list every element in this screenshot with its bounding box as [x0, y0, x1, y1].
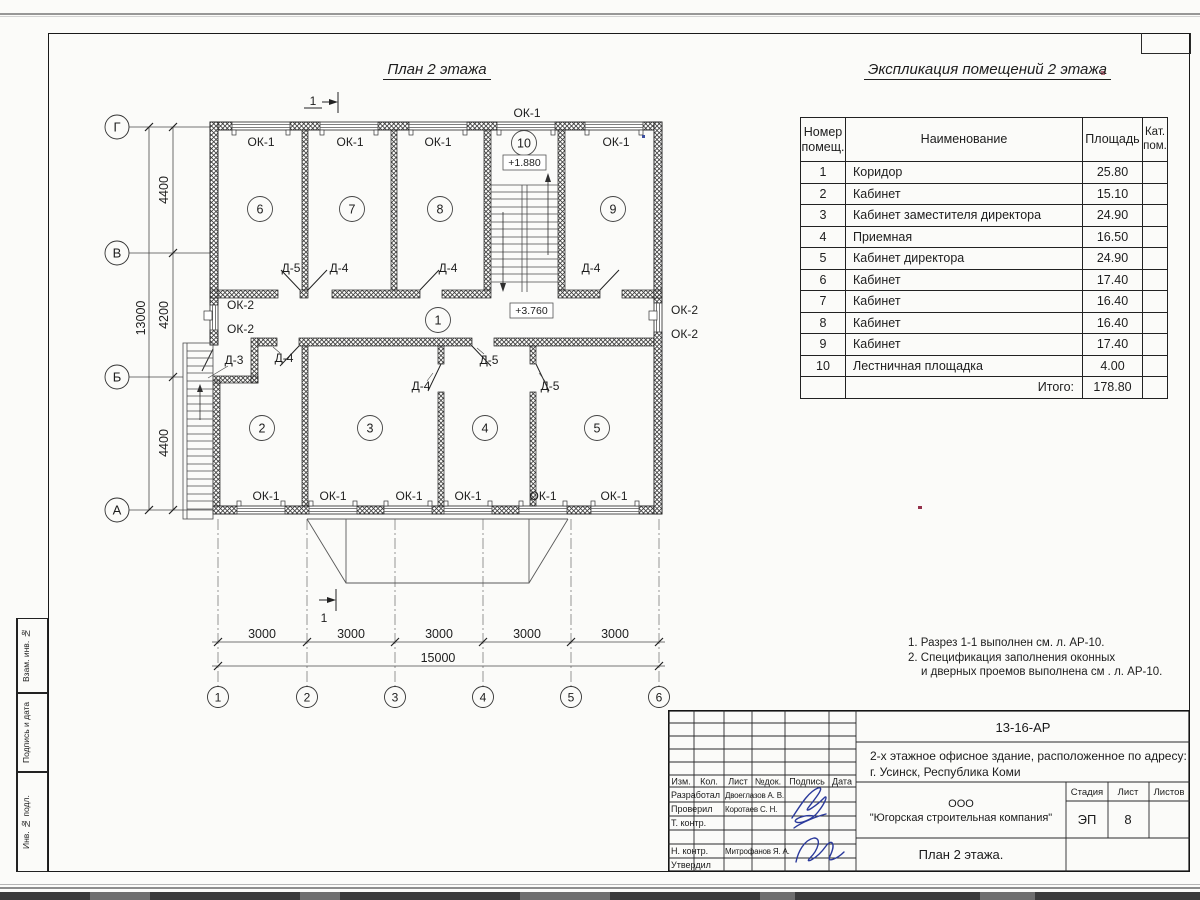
- grid-col-label: 6: [655, 690, 663, 705]
- door-tag: Д-4: [274, 351, 294, 365]
- scan-artifact-band: [0, 892, 1200, 900]
- grid-row-label: Г: [113, 119, 121, 135]
- door-tag: Д-3: [224, 353, 244, 367]
- table-row: [801, 226, 1168, 248]
- table-row: [801, 269, 1168, 291]
- tb-header-ndoc: №док.: [754, 776, 782, 787]
- section-number: 1: [320, 611, 328, 625]
- window-tag: ОК-2: [227, 322, 254, 336]
- table-total-row: [801, 377, 1168, 399]
- cell-num: 7: [801, 291, 846, 313]
- grid-col-label: 4: [479, 690, 487, 705]
- door-tag: Д-4: [411, 379, 431, 393]
- tb-role-tcontrol: Т. контр.: [671, 818, 707, 828]
- side-stamp: [16, 618, 48, 872]
- room-number: 2: [258, 421, 266, 436]
- signature-ink: [792, 788, 844, 862]
- cell-name: Кабинет: [846, 312, 1083, 334]
- cell-name: Кабинет: [846, 291, 1083, 313]
- note-line: 2. Спецификация заполнения оконных: [908, 651, 1116, 664]
- window-tag: ОК-2: [671, 303, 698, 317]
- tb-role-approved: Утвердил: [671, 860, 711, 870]
- cell-cat: [1143, 355, 1168, 377]
- dim-value: 3000: [513, 627, 541, 641]
- cell-area: 16.50: [1083, 226, 1143, 248]
- window-tag: ОК-1: [336, 135, 364, 149]
- total-area: 178.80: [1083, 377, 1143, 399]
- door-tag: Д-4: [581, 261, 601, 275]
- cell-name: Кабинет: [846, 183, 1083, 205]
- dim-value: 15000: [420, 651, 456, 665]
- notes-block: [908, 636, 1162, 680]
- tb-name-developed: Двоеглазов А. В.: [725, 791, 784, 800]
- table-row: [801, 355, 1168, 377]
- cell-area: 24.90: [1083, 205, 1143, 227]
- room-number: 4: [481, 421, 489, 436]
- cell-area: 25.80: [1083, 162, 1143, 184]
- side-stamp-cell: [16, 772, 48, 872]
- cell-name: Кабинет директора: [846, 248, 1083, 270]
- tb-header-kol: Кол.: [700, 776, 718, 787]
- exterior-stair: [183, 343, 213, 519]
- cell-num: 3: [801, 205, 846, 227]
- cell-num: 5: [801, 248, 846, 270]
- cell-num: 4: [801, 226, 846, 248]
- cell-name: Кабинет заместителя директора: [846, 205, 1083, 227]
- room-number: 8: [436, 202, 444, 217]
- tb-header-podpis: Подпись: [789, 776, 825, 787]
- table-row: [801, 205, 1168, 227]
- table-row: [801, 183, 1168, 205]
- door-tag: Д-5: [479, 353, 499, 367]
- cell-name: Кабинет: [846, 334, 1083, 356]
- cell-cat: [1143, 183, 1168, 205]
- tb-role-checked: Проверил: [671, 804, 713, 814]
- interior-stair: [491, 173, 558, 292]
- grid-col-label: 2: [303, 690, 311, 705]
- side-stamp-cell: [16, 693, 48, 772]
- window-tag: ОК-1: [319, 489, 347, 503]
- tb-role-developed: Разработал: [671, 790, 720, 800]
- window-tag: ОК-1: [600, 489, 628, 503]
- grid-row-label: В: [112, 245, 122, 261]
- table-header-row: [801, 118, 1168, 162]
- cell-num: [801, 377, 846, 399]
- side-stamp-label: Подпись и дата: [17, 694, 34, 771]
- door-tag: Д-5: [540, 379, 560, 393]
- window-tag: ОК-1: [513, 106, 541, 120]
- cell-cat: [1143, 162, 1168, 184]
- title-block: [668, 710, 1190, 872]
- grid-col-label: 5: [567, 690, 575, 705]
- window-tag: ОК-1: [454, 489, 482, 503]
- dim-value: 4400: [157, 429, 171, 457]
- floor-plan-drawing: [100, 60, 720, 710]
- cell-cat: [1143, 291, 1168, 313]
- tb-sheet-value: 8: [1124, 812, 1132, 827]
- level-value: +3.760: [515, 305, 548, 317]
- room-schedule-table: [800, 117, 1168, 399]
- cell-cat: [1143, 205, 1168, 227]
- dim-value: 4200: [157, 301, 171, 329]
- room-number: 6: [256, 202, 264, 217]
- blue-ink-speck: [642, 135, 645, 138]
- window-tag: ОК-1: [252, 489, 280, 503]
- scan-artifact-line: [0, 13, 1200, 15]
- grid-row-label: А: [112, 502, 122, 518]
- room-number: 9: [609, 202, 617, 217]
- cell-name: Лестничная площадка: [846, 355, 1083, 377]
- grid-row-label: Б: [112, 369, 122, 385]
- dimension-labels: [134, 176, 629, 665]
- room-number: 1: [434, 313, 442, 328]
- cell-area: 15.10: [1083, 183, 1143, 205]
- window-tag: ОК-1: [395, 489, 423, 503]
- header-category: Кат. пом.: [1143, 118, 1168, 162]
- cell-cat: [1143, 269, 1168, 291]
- tb-stage-label: Стадия: [1070, 787, 1104, 798]
- cell-num: 10: [801, 355, 846, 377]
- section-marks: [304, 92, 338, 625]
- plan-title: План 2 этажа: [332, 61, 542, 78]
- cell-num: 9: [801, 334, 846, 356]
- tb-name-checked: Коротаев С. Н.: [725, 805, 778, 814]
- dim-value: 3000: [337, 627, 365, 641]
- note-line: 1. Разрез 1-1 выполнен см. л. АР-10.: [908, 637, 1105, 649]
- cell-cat: [1143, 226, 1168, 248]
- scan-artifact-line: [0, 887, 1200, 889]
- header-area: Площадь: [1083, 118, 1143, 162]
- note-line: и дверных проемов выполнена см . л. АР-10.: [921, 666, 1163, 679]
- table-row: [801, 162, 1168, 184]
- cell-cat: [1143, 377, 1168, 399]
- cell-cat: [1143, 334, 1168, 356]
- doors: [202, 270, 619, 391]
- tb-company-line1: ООО: [948, 798, 974, 810]
- window-tag: ОК-1: [602, 135, 630, 149]
- side-stamp-label: Инв. № подл.: [17, 773, 34, 871]
- window-tag: ОК-1: [424, 135, 452, 149]
- dim-value: 3000: [248, 627, 276, 641]
- dim-value: 13000: [134, 300, 148, 336]
- window-tag: ОК-1: [247, 135, 275, 149]
- tb-stage-value: ЭП: [1077, 812, 1097, 827]
- cell-num: 1: [801, 162, 846, 184]
- cell-area: 17.40: [1083, 334, 1143, 356]
- copy-number-cell: [1141, 33, 1191, 54]
- dim-value: 3000: [601, 627, 629, 641]
- total-label: Итого:: [846, 377, 1083, 399]
- table-row: [801, 312, 1168, 334]
- cell-area: 4.00: [1083, 355, 1143, 377]
- door-tag: Д-5: [281, 261, 301, 275]
- cell-name: Коридор: [846, 162, 1083, 184]
- scan-artifact-line: [0, 884, 1200, 885]
- cell-name: Приемная: [846, 226, 1083, 248]
- window-tag: ОК-2: [671, 327, 698, 341]
- scan-artifact-line: [0, 16, 1200, 17]
- cell-cat: [1143, 248, 1168, 270]
- cell-area: 17.40: [1083, 269, 1143, 291]
- door-tag: Д-4: [329, 261, 349, 275]
- cell-area: 16.40: [1083, 291, 1143, 313]
- windows: [204, 125, 659, 512]
- cell-num: 8: [801, 312, 846, 334]
- tb-name-ncontrol: Митрофанов Я. А.: [725, 847, 790, 856]
- table-row: [801, 291, 1168, 313]
- tb-header-izm: Изм.: [671, 776, 691, 787]
- level-value: +1.880: [508, 157, 541, 169]
- cell-num: 6: [801, 269, 846, 291]
- plan-labels: [225, 106, 699, 503]
- schedule-title: Экспликация помещений 2 этажа: [855, 61, 1120, 78]
- entrance-canopy: [307, 519, 568, 583]
- table-row: [801, 248, 1168, 270]
- cell-cat: [1143, 312, 1168, 334]
- tb-header-data: Дата: [832, 776, 852, 787]
- grid-column-bubbles: [208, 687, 670, 708]
- room-number: 5: [593, 421, 601, 436]
- level-marks: [503, 155, 553, 318]
- window-tag: ОК-1: [529, 489, 557, 503]
- tb-header-list: Лист: [728, 776, 748, 787]
- room-number: 3: [366, 421, 374, 436]
- grid-row-bubbles: [105, 115, 129, 522]
- tb-object-line2: г. Усинск, Республика Коми: [870, 765, 1021, 779]
- tb-role-ncontrol: Н. контр.: [671, 846, 709, 856]
- section-number: 1: [309, 94, 317, 108]
- tb-sheet-title: План 2 этажа.: [918, 847, 1004, 862]
- room-number: 7: [348, 202, 356, 217]
- tb-doc-number: 13-16-АР: [995, 720, 1051, 735]
- header-name: Наименование: [846, 118, 1083, 162]
- side-stamp-label: Взам. инв. №: [17, 619, 34, 692]
- dim-value: 3000: [425, 627, 453, 641]
- room-number: 10: [517, 136, 531, 151]
- grid-col-label: 3: [391, 690, 399, 705]
- dim-value: 4400: [157, 176, 171, 204]
- cell-area: 24.90: [1083, 248, 1143, 270]
- tb-sheets-label: Листов: [1153, 787, 1185, 798]
- tb-sheet-label: Лист: [1117, 787, 1139, 798]
- door-tag: Д-4: [438, 261, 458, 275]
- tb-company-line2: "Югорская строительная компания": [869, 812, 1053, 824]
- tb-object-line1: 2-х этажное офисное здание, расположенное по адресу:: [870, 749, 1187, 763]
- table-row: [801, 334, 1168, 356]
- grid-col-label: 1: [214, 690, 222, 705]
- cell-num: 2: [801, 183, 846, 205]
- cell-area: 16.40: [1083, 312, 1143, 334]
- header-room-number: Номер помещ.: [801, 118, 846, 162]
- cell-name: Кабинет: [846, 269, 1083, 291]
- side-stamp-cell: [16, 618, 48, 693]
- window-tag: ОК-2: [227, 298, 254, 312]
